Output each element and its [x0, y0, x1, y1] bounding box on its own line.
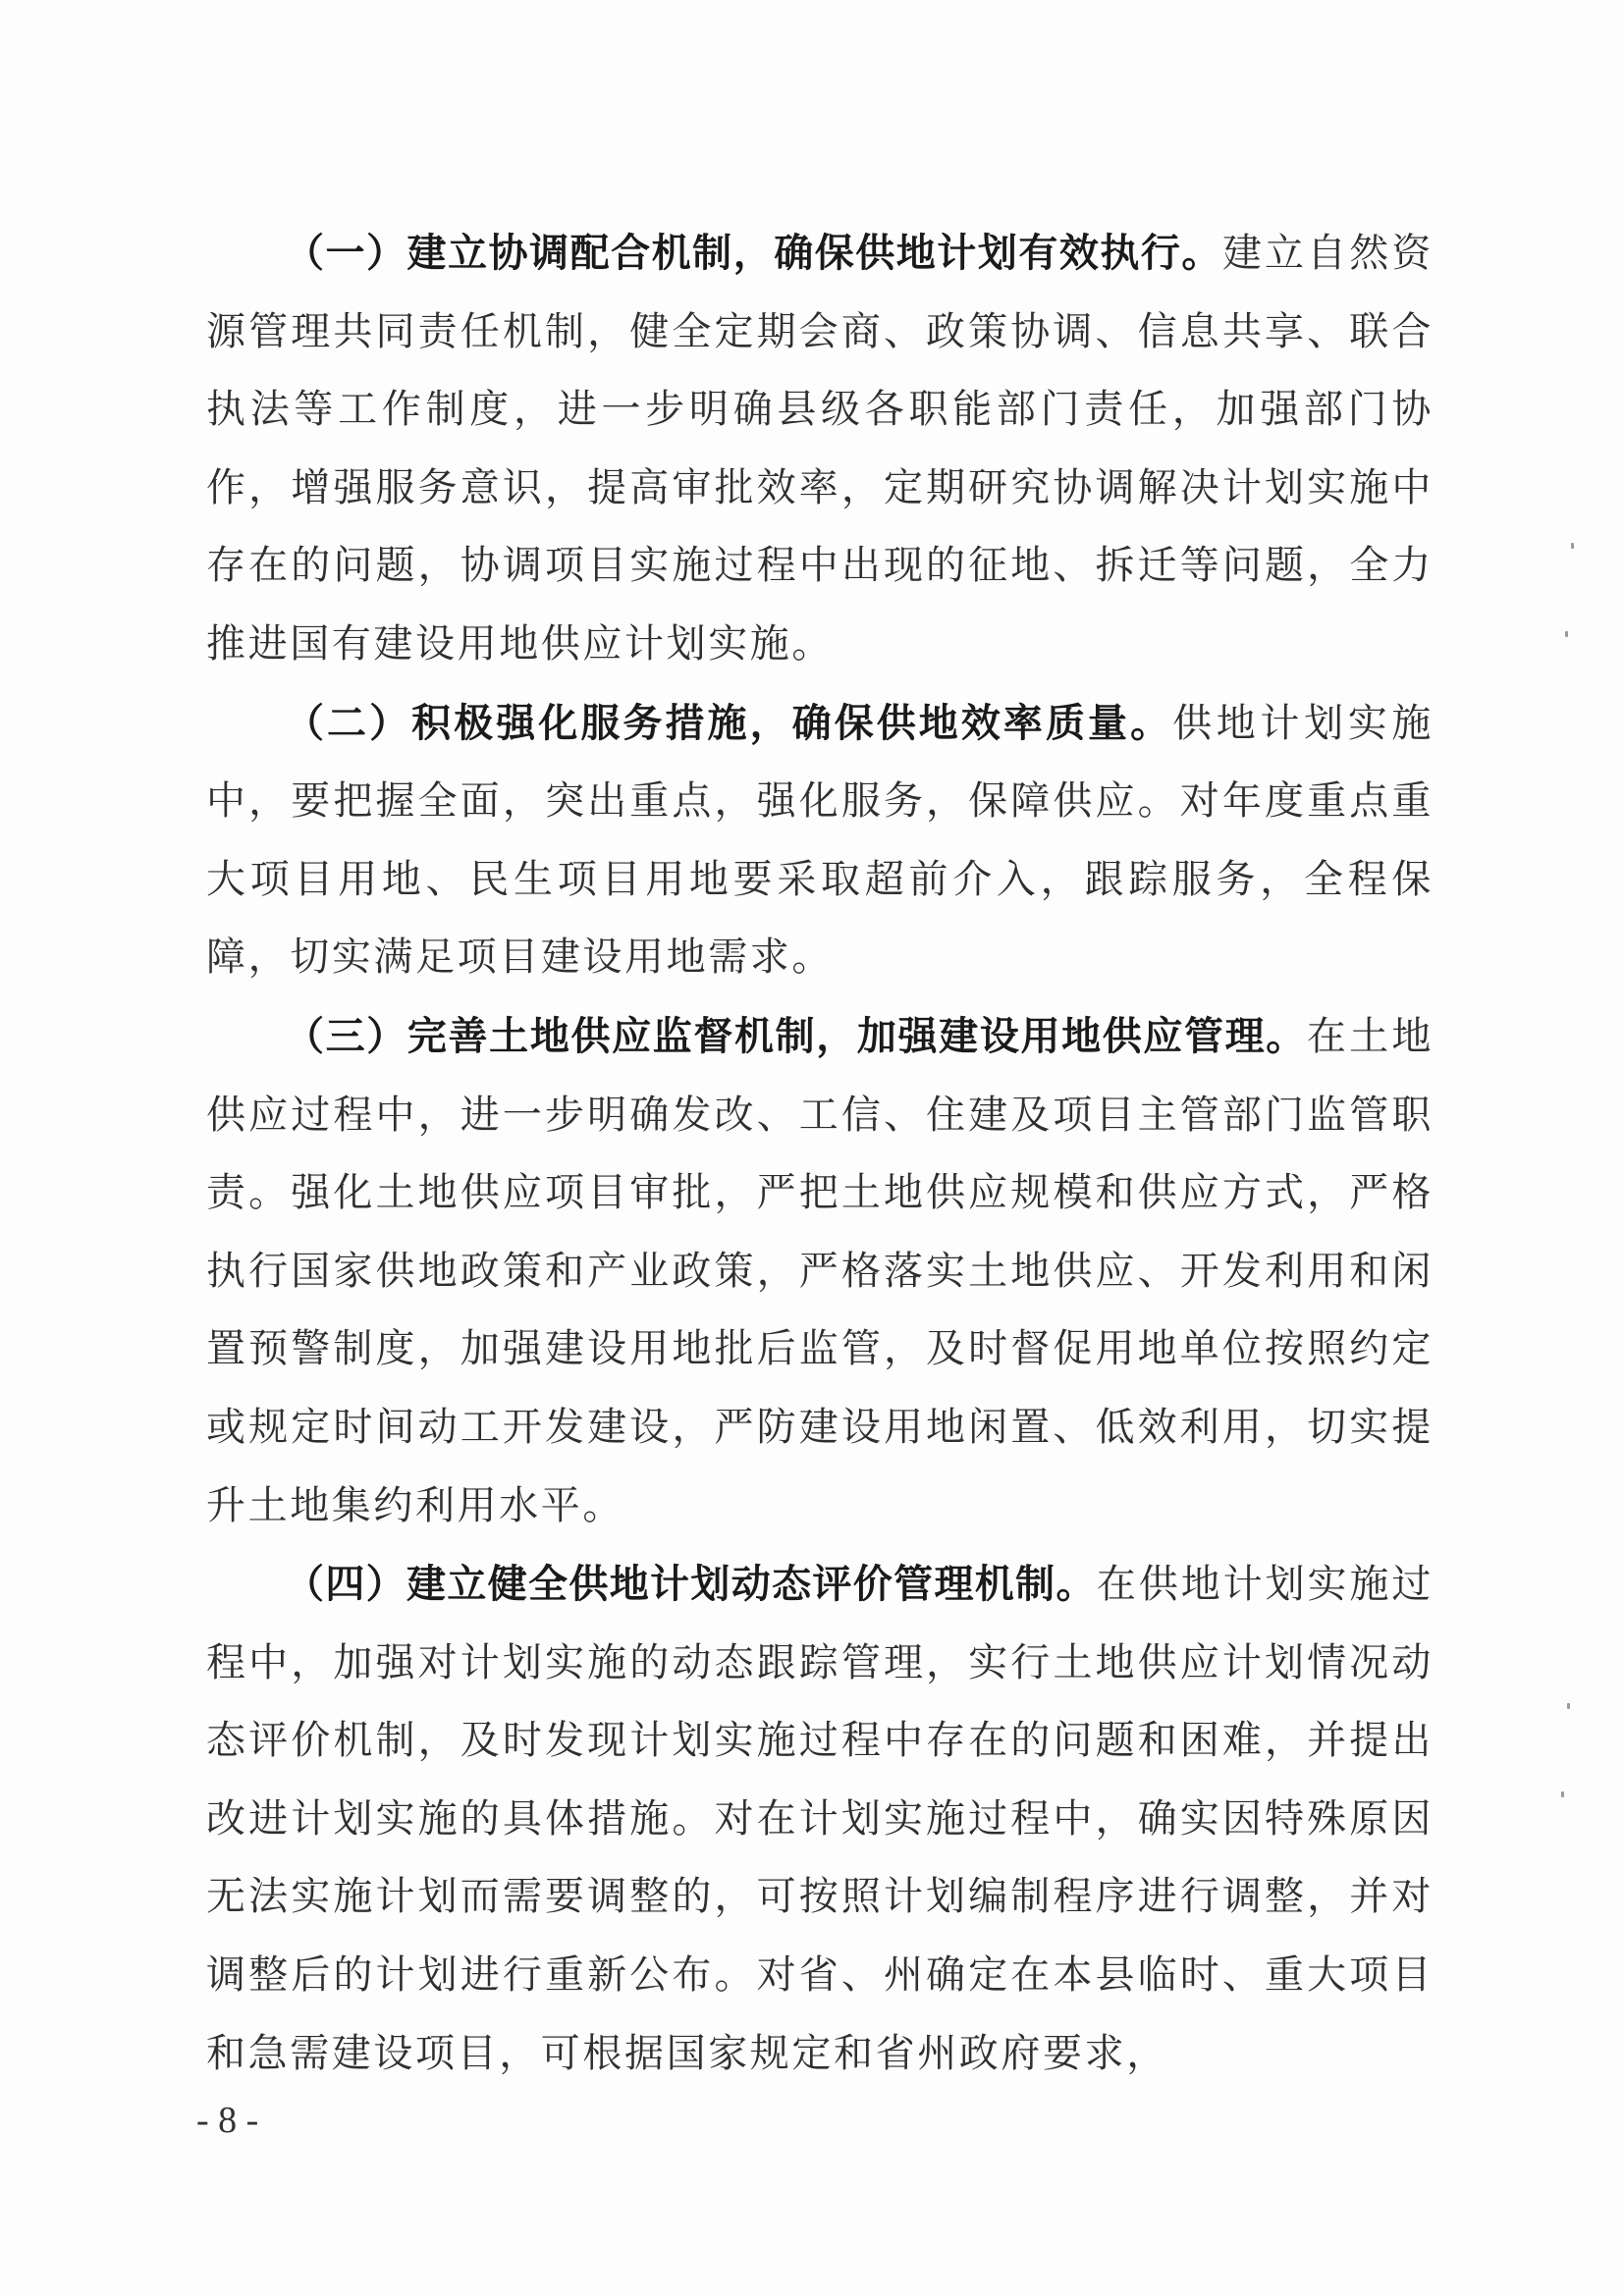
- scan-speck: [1567, 1703, 1570, 1709]
- paragraph-1-heading: （一）建立协调配合机制，确保供地计划有效执行。: [285, 230, 1222, 276]
- paragraph-2: [206, 684, 1434, 997]
- page-number: - 8 -: [196, 2100, 259, 2141]
- paragraph-3: [206, 997, 1434, 1545]
- paragraph-4: [206, 1545, 1434, 2093]
- paragraph-3-heading: （三）完善土地供应监督机制，加强建设用地供应管理。: [285, 1012, 1307, 1059]
- paragraph-3-text: 在土地供应过程中，进一步明确发改、工信、住建及项目主管部门监管职责。强化土地供应项目审批，严把土地供应规模和供应方式，严格执行国家供地政策和产业政策，严格落实土地供应、开发利用和闲置预警制度，加强建设用地批后监管，及时督促用地单位按照约定或规定时间动工开发建设，严防建设用地闲置、低效利用，切实提升土地集约利用水平。: [206, 1013, 1434, 1528]
- scan-speck: [1571, 543, 1574, 549]
- paragraph-4-heading: （四）建立健全供地计划动态评价管理机制。: [285, 1561, 1097, 1608]
- paragraph-1-text: 建立自然资源管理共同责任机制，健全定期会商、政策协调、信息共享、联合执法等工作制度，进一步明确县级各职能部门责任，加强部门协作，增强服务意识，提高审批效率，定期研究协调解决计划实施中存在的问题，协调项目实施过程中出现的征地、拆迁等问题，全力推进国有建设用地供应计划实施。: [206, 231, 1435, 667]
- paragraph-1: [206, 214, 1434, 684]
- paragraph-4-text: 在供地计划实施过程中，加强对计划实施的动态跟踪管理，实行土地供应计划情况动态评价机制，及时发现计划实施过程中存在的问题和困难，并提出改进计划实施的具体措施。对在计划实施过程中，确实因特殊原因无法实施计划而需要调整的，可按照计划编制程序进行调整，并对调整后的计划进行重新公布。对省、州确定在本县临时、重大项目和急需建设项目，可根据国家规定和省州政府要求，: [206, 1562, 1434, 2076]
- document-body: [206, 214, 1434, 2093]
- paragraph-2-heading: （二）积极强化服务措施，确保供地效率质量。: [285, 699, 1173, 746]
- scan-speck: [1565, 631, 1568, 637]
- scan-speck: [1561, 1791, 1564, 1797]
- paragraph-2-text: 供地计划实施中，要把握全面，突出重点，强化服务，保障供应。对年度重点重大项目用地、民生项目用地要采取超前介入，跟踪服务，全程保障，切实满足项目建设用地需求。: [206, 700, 1434, 981]
